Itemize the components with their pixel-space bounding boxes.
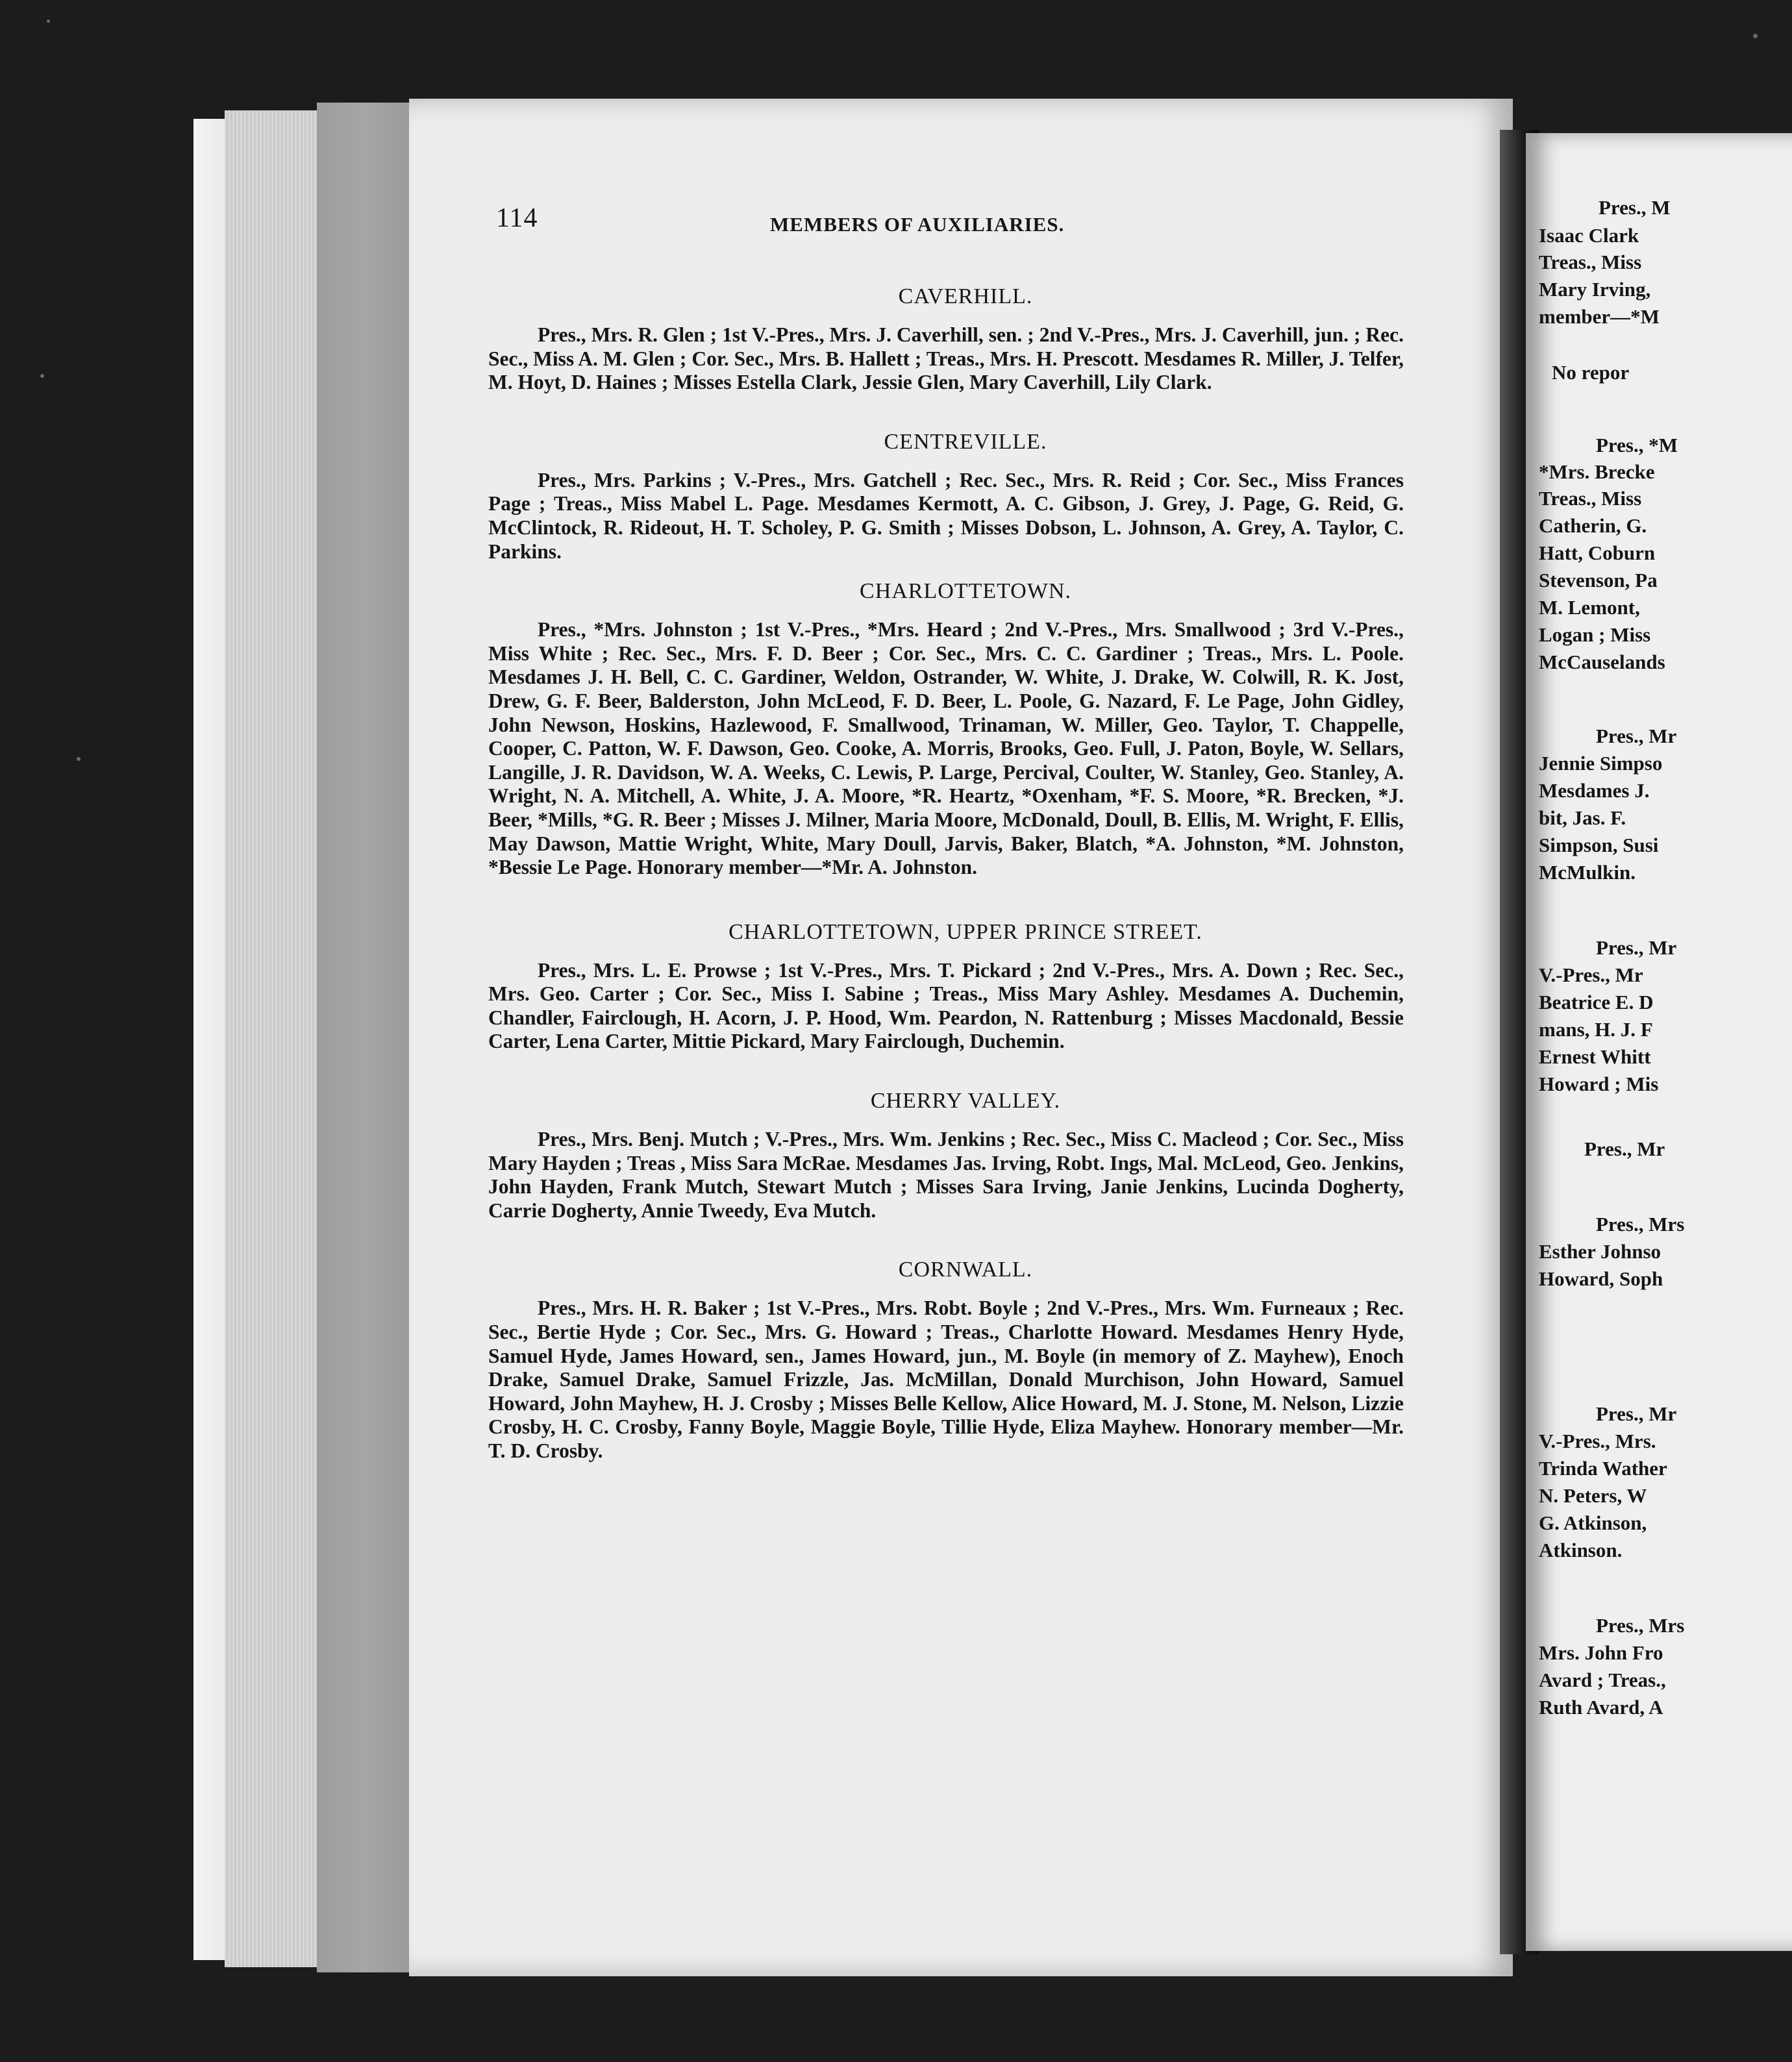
right-page-line: Pres., Mr bbox=[1596, 1402, 1677, 1425]
right-page-line: Catherin, G. bbox=[1539, 514, 1647, 537]
section-body: Pres., Mrs. Parkins ; V.-Pres., Mrs. Gatchell ; Rec. Sec., Mrs. R. Reid ; Cor. Sec., Miss Frances Page ; Treas., Miss Mabel L. Page. Mesdames Kermott, A. C. Gibson, J. Grey, J. Page, G. Reid, G. McClintock, R. Rideout, H. T. Scholey, P. G. Smith ; Misses Dobson, L. Johnson, A. Grey, A. Taylor, C. Parkins. bbox=[488, 468, 1404, 563]
page-number: 114 bbox=[496, 203, 538, 233]
section-title: CHARLOTTETOWN, UPPER PRINCE STREET. bbox=[728, 919, 1202, 944]
right-page-line: Ruth Avard, A bbox=[1539, 1696, 1663, 1719]
page-header bbox=[488, 203, 1404, 242]
right-page-line: Jennie Simpso bbox=[1539, 752, 1663, 775]
right-page-line: V.-Pres., Mr bbox=[1539, 963, 1643, 986]
right-page-line: McMulkin. bbox=[1539, 861, 1636, 884]
right-page-line: Treas., Miss bbox=[1539, 251, 1642, 273]
right-page-line: Ernest Whitt bbox=[1539, 1045, 1651, 1068]
right-page-line: Avard ; Treas., bbox=[1539, 1669, 1666, 1691]
section-title: CAVERHILL. bbox=[898, 284, 1033, 308]
section-body: Pres., Mrs. L. E. Prowse ; 1st V.-Pres., Mrs. T. Pickard ; 2nd V.-Pres., Mrs. A. Down ; Rec. Sec., Mrs. Geo. Carter ; Cor. Sec., Miss I. Sabine ; Treas., Miss Mary Ashley. Mesdames A. Duchemin, Chandler, Fairclough, H. Acorn, J. P. Hood, Wm. Peardon, N. Rattenburg ; Misses Macdonald, Bessie Carter, Lena Carter, Mittie Pickard, Mary Fairclough, Duchemin. bbox=[488, 958, 1404, 1053]
right-page-line: Mary Irving, bbox=[1539, 278, 1651, 301]
right-page-line: Mesdames J. bbox=[1539, 779, 1650, 802]
right-page-line: Pres., *M bbox=[1596, 434, 1678, 456]
right-page-line: Pres., Mrs bbox=[1596, 1213, 1685, 1236]
book-edge-gray bbox=[317, 103, 414, 1972]
right-page-line: G. Atkinson, bbox=[1539, 1511, 1647, 1534]
right-page-line: No repor bbox=[1552, 361, 1630, 384]
right-page-line: *Mrs. Brecke bbox=[1539, 460, 1655, 483]
page-text-block bbox=[488, 203, 1404, 1463]
section-body: Pres., Mrs. H. R. Baker ; 1st V.-Pres., Mrs. Robt. Boyle ; 2nd V.-Pres., Mrs. Wm. Furneaux ; Rec. Sec., Bertie Hyde ; Cor. Sec., Mrs. G. Howard ; Treas., Charlotte Howard. Mesdames Henry Hyde, Samuel Hyde, James Howard, sen., James Howard, jun., M. Boyle (in memory of Z. Mayhew), Enoch Drake, Samuel Drake, Samuel Frizzle, Jas. McMillan, Donald Murchison, John Howard, Samuel Howard, John Mayhew, H. J. Crosby ; Misses Belle Kellow, Alice Howard, M. J. Stone, M. Nelson, Lizzie Crosby, H. C. Crosby, Fanny Boyle, Maggie Boyle, Tillie Hyde, Eliza Mayhew. Honorary member—Mr. T. D. Crosby. bbox=[488, 1297, 1404, 1462]
running-title: MEMBERS OF AUXILIARIES. bbox=[770, 213, 1065, 236]
right-page-line: McCauselands bbox=[1539, 651, 1665, 673]
book-page-edges bbox=[225, 110, 322, 1967]
right-page-line: Howard, Soph bbox=[1539, 1267, 1663, 1290]
section-body: Pres., *Mrs. Johnston ; 1st V.-Pres., *Mrs. Heard ; 2nd V.-Pres., Mrs. Smallwood ; 3rd V.-Pres., Miss White ; Rec. Sec., Mrs. F. D. Beer ; Cor. Sec., Mrs. C. C. Gardiner ; Treas., Mrs. L. Poole. Mesdames J. H. Bell, C. C. Gardiner, Weldon, Ostrander, W. White, J. Drake, W. Colwill, R. K. Jost, Drew, G. F. Beer, Balderston, John McLeod, F. D. Beer, L. Poole, G. Nazard, F. Le Page, John Gidley, John Newson, Hoskins, Hazlewood, F. Smallwood, Trinaman, W. Miller, Geo. Taylor, T. Chappelle, Cooper, C. Patton, W. F. Dawson, Geo. Cooke, A. Morris, Brooks, Geo. Full, J. Paton, Boyle, W. Sellars, Langille, J. R. Davidson, W. A. Weeks, C. Lewis, P. Large, Percival, Coulter, W. Stanley, Geo. Stanley, A. Wright, N. A. Mitchell, A. White, J. A. Moore, *R. Heartz, *Oxenham, *F. S. Moore, *R. Brecken, *J. Beer, *Mills, *G. R. Beer ; Misses J. Milner, Maria Moore, McDonald, Doull, B. Ellis, M. Wright, F. Ellis, May Dawson, Mattie Wright, White, Mary Doull, Jarvis, Baker, Blatch, *A. Johnston, *M. Johnston, *Bessie Le Page. Honorary member—*Mr. A. Johnston. bbox=[488, 618, 1404, 879]
right-page-line: Isaac Clark bbox=[1539, 224, 1639, 247]
right-page-line: Hatt, Coburn bbox=[1539, 541, 1656, 564]
right-page-line: Mrs. John Fro bbox=[1539, 1641, 1663, 1664]
right-page-line: N. Peters, W bbox=[1539, 1484, 1647, 1507]
right-page-line: Pres., Mr bbox=[1584, 1137, 1665, 1160]
right-page-line: Stevenson, Pa bbox=[1539, 569, 1658, 591]
section-body: Pres., Mrs. Benj. Mutch ; V.-Pres., Mrs. Wm. Jenkins ; Rec. Sec., Miss C. Macleod ; Cor. Sec., Miss Mary Hayden ; Treas , Miss Sara McRae. Mesdames Jas. Irving, Robt. Ings, Mal. McLeod, Geo. Jenkins, John Hayden, Frank Mutch, Stewart Mutch ; Misses Sara Irving, Janie Jenkins, Lucinda Dogherty, Carrie Dogherty, Annie Tweedy, Eva Mutch. bbox=[488, 1128, 1404, 1222]
right-page-line: mans, H. J. F bbox=[1539, 1018, 1653, 1041]
right-page-line: Pres., M bbox=[1599, 196, 1671, 219]
section-title: CHERRY VALLEY. bbox=[870, 1089, 1061, 1113]
right-page-line: Howard ; Mis bbox=[1539, 1073, 1659, 1095]
section-body: Pres., Mrs. R. Glen ; 1st V.-Pres., Mrs. J. Caverhill, sen. ; 2nd V.-Pres., Mrs. J. Caverhill, jun. ; Rec. Sec., Miss A. M. Glen ; Cor. Sec., Mrs. B. Hallett ; Treas., Mrs. H. Prescott. Mesdames R. Miller, J. Telfer, M. Hoyt, D. Haines ; Misses Estella Clark, Jessie Glen, Mary Caverhill, Lily Clark. bbox=[488, 323, 1404, 394]
section-title: CHARLOTTETOWN. bbox=[860, 579, 1071, 604]
right-page-line: Esther Johnso bbox=[1539, 1240, 1661, 1263]
right-page-line: Treas., Miss bbox=[1539, 487, 1642, 510]
dust-speck bbox=[47, 19, 50, 23]
right-page-line: M. Lemont, bbox=[1539, 596, 1640, 619]
right-page-line: Simpson, Susi bbox=[1539, 834, 1659, 856]
section-title: CENTREVILLE. bbox=[884, 429, 1047, 454]
right-page-partial bbox=[1526, 133, 1792, 1951]
dust-speck bbox=[1753, 34, 1758, 38]
right-page-line: member—*M bbox=[1539, 305, 1660, 328]
right-page-line: Pres., Mr bbox=[1596, 936, 1677, 959]
right-page-line: Pres., Mr bbox=[1596, 725, 1677, 747]
right-page-line: V.-Pres., Mrs. bbox=[1539, 1430, 1656, 1452]
dust-speck bbox=[77, 757, 81, 761]
right-page-line: Logan ; Miss bbox=[1539, 623, 1651, 646]
right-page-line: Pres., Mrs bbox=[1596, 1614, 1685, 1637]
section-title: CORNWALL. bbox=[898, 1258, 1033, 1282]
right-page-line: Atkinson. bbox=[1539, 1539, 1623, 1561]
right-page-line: Trinda Wather bbox=[1539, 1457, 1667, 1480]
right-page-line: Beatrice E. D bbox=[1539, 991, 1654, 1013]
dust-speck bbox=[40, 374, 44, 378]
right-page-line: bit, Jas. F. bbox=[1539, 806, 1626, 829]
